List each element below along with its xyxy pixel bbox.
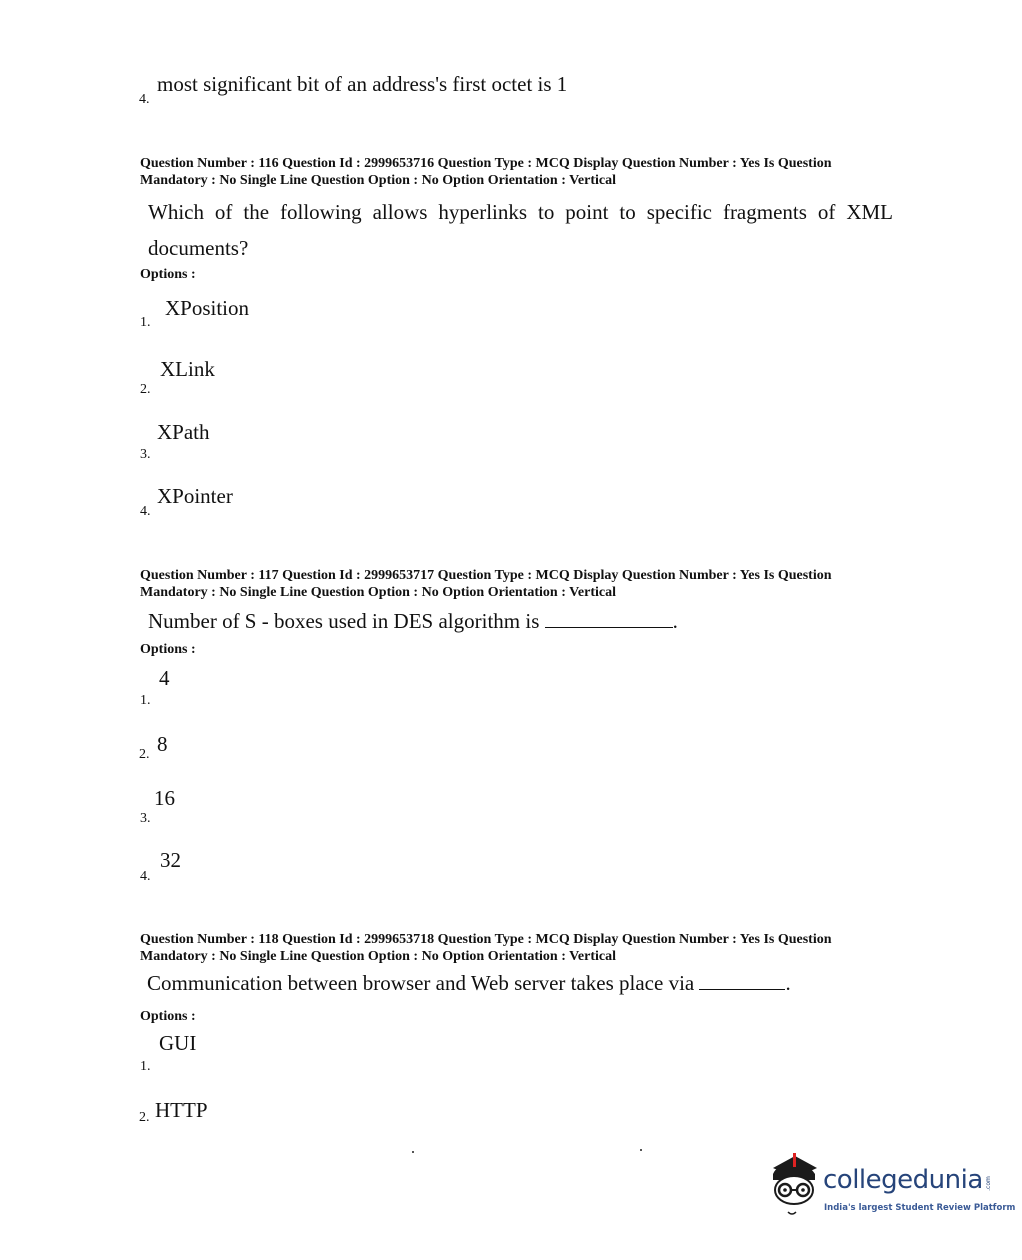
question-118-text-end: . (785, 971, 791, 995)
brand-tagline: India's largest Student Review Platform (824, 1203, 1016, 1213)
question-117-option-2-text: 8 (157, 732, 168, 756)
question-117-blank (545, 626, 673, 628)
mascot-icon (765, 1150, 823, 1225)
question-117-option-4-text: 32 (160, 848, 181, 872)
question-116-meta: Question Number : 116 Question Id : 2999653716 Question Type : MCQ Display Question Number : Yes Is Question Mandatory : No Single Line Question Option : No Option Orientation : Vertical (140, 156, 832, 188)
question-118-blank (699, 988, 785, 990)
question-118-meta: Question Number : 118 Question Id : 2999653718 Question Type : MCQ Display Question Number : Yes Is Question Mandatory : No Single Line Question Option : No Option Orientation : Vertical (140, 932, 832, 964)
question-117-text-line (148, 609, 678, 634)
question-116-option-2-number: 2. (140, 382, 151, 397)
question-116-option-3-text: XPath (157, 420, 210, 444)
question-117-option-1-number: 1. (140, 693, 151, 708)
question-116-options-label: Options : (140, 267, 196, 282)
scan-speck (412, 1151, 414, 1153)
question-116-text: Which of the following allows hyperlinks to point to specific fragments of XML documents? (148, 200, 893, 260)
question-118-option-1-number: 1. (140, 1059, 151, 1074)
question-118-options-label: Options : (140, 1009, 196, 1024)
question-118-option-2-text: HTTP (155, 1098, 208, 1122)
question-116-option-2-text: XLink (160, 357, 215, 381)
scan-speck (640, 1149, 642, 1151)
question-117-option-2-number: 2. (139, 747, 150, 762)
question-116-option-3-number: 3. (140, 447, 151, 462)
brand-name: collegedunia (823, 1165, 983, 1195)
question-117-option-1-text: 4 (159, 666, 170, 690)
question-118-text-line (147, 971, 791, 996)
question-117-option-3-text: 16 (154, 786, 175, 810)
question-118-option-1-text: GUI (159, 1031, 197, 1055)
question-117-text-end: . (672, 609, 678, 633)
question-118-text: Communication between browser and Web server takes place via (147, 971, 695, 995)
prev-option-4-number: 4. (139, 92, 150, 107)
question-116-option-4-number: 4. (140, 504, 151, 519)
question-117-text: Number of S - boxes used in DES algorithm is (148, 609, 540, 633)
question-116-option-1-number: 1. (140, 315, 151, 330)
brand-suffix: .com (984, 1176, 992, 1191)
prev-option-4-text: most significant bit of an address's first octet is 1 (157, 72, 568, 96)
question-117-option-4-number: 4. (140, 869, 151, 884)
question-117-option-3-number: 3. (140, 811, 151, 826)
question-117-options-label: Options : (140, 642, 196, 657)
collegedunia-watermark (765, 1150, 1016, 1225)
question-116-option-1-text: XPosition (165, 296, 250, 320)
question-116-option-4-text: XPointer (157, 484, 233, 508)
question-118-option-2-number: 2. (139, 1110, 150, 1125)
question-117-meta: Question Number : 117 Question Id : 2999653717 Question Type : MCQ Display Question Number : Yes Is Question Mandatory : No Single Line Question Option : No Option Orientation : Vertical (140, 568, 832, 600)
